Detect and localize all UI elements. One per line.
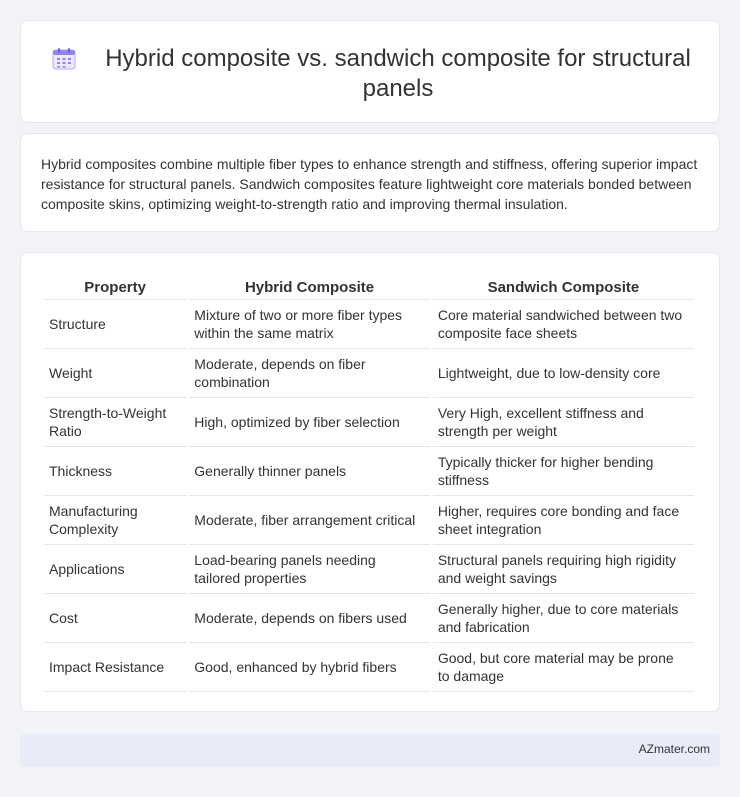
cell-property: Structure [44, 300, 186, 349]
cell-sandwich: Core material sandwiched between two composite face sheets [433, 300, 694, 349]
cell-sandwich: Lightweight, due to low-density core [433, 349, 694, 398]
cell-property: Impact Resistance [44, 643, 186, 692]
cell-sandwich: Very High, excellent stiffness and strength per weight [433, 398, 694, 447]
cell-sandwich: Good, but core material may be prone to damage [433, 643, 694, 692]
calendar-icon [52, 48, 76, 70]
header-sandwich: Sandwich Composite [433, 275, 694, 300]
cell-hybrid: Moderate, depends on fibers used [189, 594, 430, 643]
cell-hybrid: Moderate, depends on fiber combination [189, 349, 430, 398]
cell-hybrid: High, optimized by fiber selection [189, 398, 430, 447]
intro-card [20, 133, 720, 232]
table-row [44, 349, 694, 398]
cell-property: Thickness [44, 447, 186, 496]
cell-hybrid: Moderate, fiber arrangement critical [189, 496, 430, 545]
cell-sandwich: Typically thicker for higher bending stiffness [433, 447, 694, 496]
table-row [44, 643, 694, 692]
title-card [20, 20, 720, 123]
table-row [44, 398, 694, 447]
cell-hybrid: Generally thinner panels [189, 447, 430, 496]
cell-property: Applications [44, 545, 186, 594]
comparison-card [20, 252, 720, 712]
footer-bar [20, 734, 720, 767]
page-title: Hybrid composite vs. sandwich composite for structural panels [105, 45, 691, 102]
table-row [44, 594, 694, 643]
footer-brand: AZmater.com [638, 742, 710, 756]
cell-property: Manufacturing Complexity [44, 496, 186, 545]
cell-hybrid: Load-bearing panels needing tailored properties [189, 545, 430, 594]
cell-hybrid: Good, enhanced by hybrid fibers [189, 643, 430, 692]
table-row [44, 447, 694, 496]
table-row [44, 300, 694, 349]
header-hybrid: Hybrid Composite [189, 275, 430, 300]
cell-sandwich: Higher, requires core bonding and face sheet integration [433, 496, 694, 545]
cell-sandwich: Structural panels requiring high rigidity and weight savings [433, 545, 694, 594]
cell-property: Weight [44, 349, 186, 398]
cell-property: Cost [44, 594, 186, 643]
header-property: Property [44, 275, 186, 300]
intro-paragraph: Hybrid composites combine multiple fiber types to enhance strength and stiffness, offering superior impact resistance for structural panels. Sandwich composites feature lightweight core materials bonded between composite skins, optimizing weight-to-strength ratio and improving thermal insulation. [41, 156, 698, 212]
cell-hybrid: Mixture of two or more fiber types within the same matrix [189, 300, 430, 349]
cell-sandwich: Generally higher, due to core materials and fabrication [433, 594, 694, 643]
comparison-table [41, 275, 697, 692]
table-row [44, 496, 694, 545]
cell-property: Strength-to-Weight Ratio [44, 398, 186, 447]
table-header-row [44, 275, 694, 300]
table-row [44, 545, 694, 594]
